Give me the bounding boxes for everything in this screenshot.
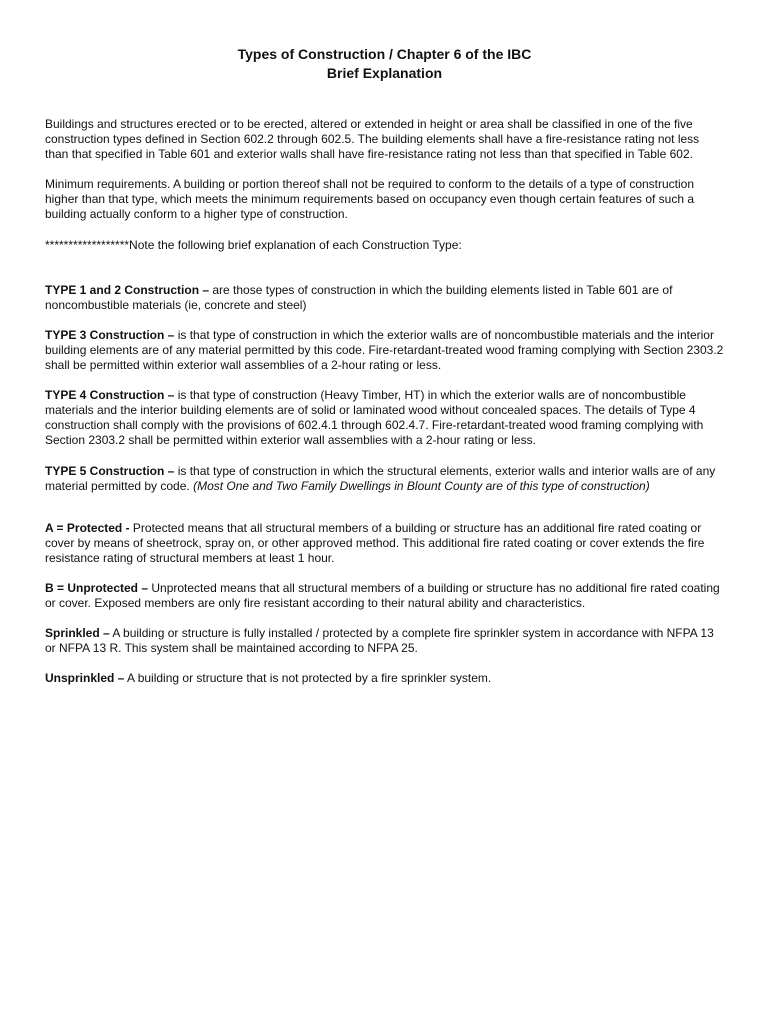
type-3-text: is that type of construction in which the exterior walls are of noncombustible materials and the interior building elements are of any material permitted by this code. Fire-retardant-treated wood framing complying with Section 2303.2 shall be permitted within exterior wall assemblies of a 2-hour rating or less. (45, 327, 724, 373)
minimum-requirements-paragraph: Minimum requirements. A building or portion thereof shall not be required to conform to the details of a type of construction higher than that type, which meets the minimum requirements based on occupancy even though certain features of such a building actually conform to a higher type of construction. (45, 177, 695, 222)
type-1-2-term: TYPE 1 and 2 Construction – (45, 282, 210, 297)
unprotected-text: Unprotected means that all structural members of a building or structure has no additional fire rated coating or cover. Exposed members are only fire resistant according to their natural ability and characteristics. (45, 580, 720, 611)
type-5-term: TYPE 5 Construction – (45, 463, 175, 478)
type-1-2-paragraph (45, 283, 724, 313)
document-body (45, 117, 724, 686)
intro-paragraph: Buildings and structures erected or to be erected, altered or extended in height or area shall be classified in one of the five construction types defined in Section 602.2 through 602.5. The building elements shall have a fire-resistance rating not less than that specified in Table 601 and exterior walls shall have fire-resistance rating not less than that specified in Table 602. (45, 117, 700, 162)
unprotected-definition (45, 581, 724, 611)
document-title (45, 45, 724, 83)
unsprinkled-term: Unsprinkled – (45, 671, 125, 686)
note-line: ******************Note the following brief explanation of each Construction Type: (45, 237, 462, 252)
type-4-text: is that type of construction (Heavy Timber, HT) in which the exterior walls are of noncombustible materials and the interior building elements are of solid or laminated wood without concealed spaces. The details of Type 4 construction shall comply with the provisions of 602.4.1 through 602.4.7. Fire-retardant-treated wood framing complying with Section 2303.2 shall be permitted within exterior wall assemblies with a 2-hour rating or less. (45, 388, 704, 448)
unsprinkled-text: A building or structure that is not protected by a fire sprinkler system. (124, 671, 492, 686)
sprinkled-term: Sprinkled – (45, 626, 110, 641)
unsprinkled-definition (45, 671, 724, 686)
sprinkled-definition (45, 626, 724, 656)
protected-text: Protected means that all structural members of a building or structure has an additional fire rated coating or cover by means of sheetrock, spray on, or other approved method. This additional fire rated coating or cover extends the fire resistance rating of structural members at least 1 hour. (45, 520, 705, 565)
title-line-2: Brief Explanation (326, 65, 443, 81)
type-5-text: is that type of construction in which the structural elements, exterior walls and interior walls are of any material permitted by code. (45, 463, 716, 493)
protected-definition (45, 521, 724, 566)
type-4-paragraph (45, 388, 724, 448)
type-5-note: (Most One and Two Family Dwellings in Blount County are of this type of construction) (193, 478, 650, 493)
type-5-paragraph (45, 464, 724, 494)
title-line-1: Types of Construction / Chapter 6 of the IBC (237, 46, 532, 62)
unprotected-term: B = Unprotected – (45, 580, 149, 595)
type-1-2-text: are those types of construction in which the building elements listed in Table 601 are of noncombustible materials (ie, concrete and steel) (45, 282, 673, 312)
type-3-paragraph (45, 328, 724, 373)
sprinkled-text: A building or structure is fully installed / protected by a complete fire sprinkler system in accordance with NFPA 13 or NFPA 13 R. This system shall be maintained according to NFPA 25. (45, 626, 714, 656)
type-3-term: TYPE 3 Construction – (45, 327, 175, 342)
type-4-term: TYPE 4 Construction – (45, 388, 175, 403)
protected-term: A = Protected - (45, 520, 130, 535)
